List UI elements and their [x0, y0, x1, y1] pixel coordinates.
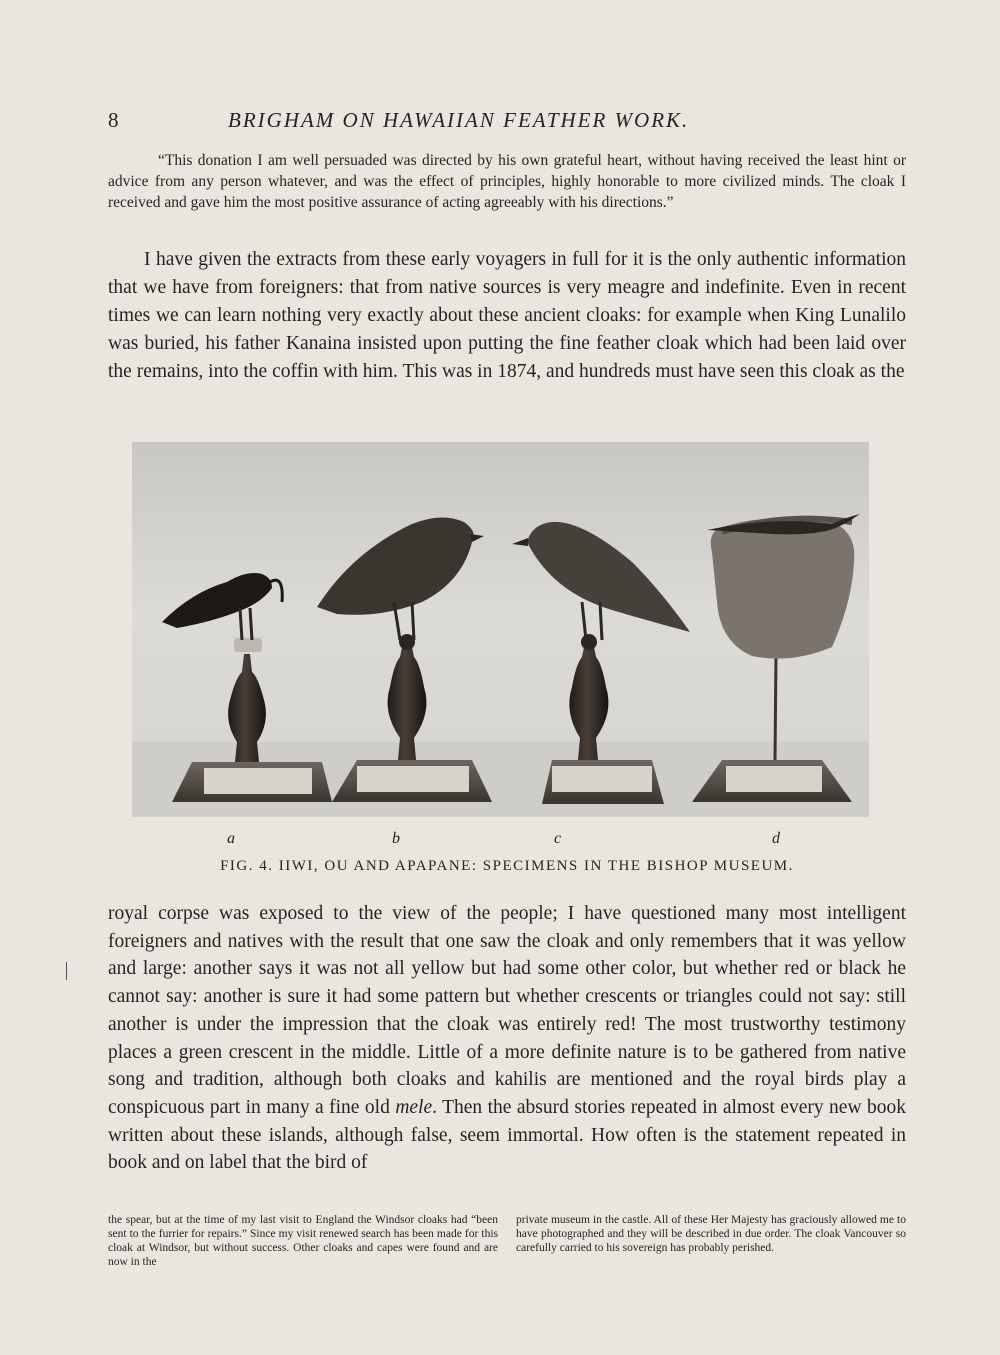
paragraph-top: [108, 246, 906, 386]
figure-letter-c: c: [554, 830, 562, 847]
quote-text: “This donation I am well persuaded was directed by his own grateful heart, without having received the least hint or advice from any person whatever, and was the effect of principles, highly honorable to more civilized minds. The cloak I received and gave him the most positive assurance of acting agreeably with his directions.”: [108, 152, 906, 211]
paragraph-bottom-part1: royal corpse was exposed to the view of the people; I have questioned many most intelligent foreigners and natives with the result that one saw the cloak and only remembers that it was yellow and large: another says it was not all yellow but had some other color, but whether red or black he cannot say: another is sure it had some pattern but whether crescents or triangles could not say: still another is under the impression that the cloak was entirely red! The most trustworthy testimony places a green crescent in the middle. Little of a more definite nature is to be gathered from native song and tradition, although both cloaks and kahilis are mentioned and the royal birds play a conspicuous part in many a fine old: [108, 903, 906, 1118]
page-number: 8: [108, 108, 119, 132]
figure-photo: [132, 442, 869, 817]
figure-caption: FIG. 4. IIWI, OU AND APAPANE: SPECIMENS IN THE BISHOP MUSEUM.: [220, 858, 794, 874]
paragraph-bottom: [108, 900, 906, 1177]
figure-letter-labels: [132, 830, 869, 852]
paragraph-top-text: I have given the extracts from these early voyagers in full for it is the only authentic information that we have from foreigners: that from native sources is very meagre and indefinite. Even in recent times we can learn nothing very exactly about these ancient cloaks: for example when King Lunalilo was buried, his father Kanaina insisted upon putting the fine feather cloak which had been laid over the remains, into the coffin with him. This was in 1874, and hundreds must have seen this cloak as the: [108, 249, 906, 382]
paragraph-bottom-text: [108, 900, 906, 1177]
margin-mark: [66, 962, 67, 980]
page-header: [108, 108, 908, 138]
running-title: BRIGHAM ON HAWAIIAN FEATHER WORK.: [228, 108, 690, 132]
paragraph-bottom-part2: . Then the absurd stories repeated in almost every new book written about these islands, although false, seem immortal. How often is the statement repeated in book and on label that the bird of: [108, 1096, 906, 1174]
bird-specimens-photo: [132, 442, 869, 817]
quotation-block: [108, 150, 906, 213]
footnote-left-column: the spear, but at the time of my last visit to England the Windsor cloaks had “been sent to the furrier for repairs.” Since my visit renewed search has been made for this cloak at Windsor, but without success. Other cloaks and capes were found and are now in the: [108, 1214, 498, 1268]
italic-word-mele: mele: [395, 1096, 433, 1118]
figure-letter-b: b: [392, 830, 400, 847]
figure-letter-a: a: [227, 830, 235, 847]
figure-letter-d: d: [772, 830, 780, 847]
footnote-right-column: private museum in the castle. All of these Her Majesty has graciously allowed me to have photographed and they will be described in due order. The cloak Vancouver so carefully carried to his sovereign has probably perished.: [516, 1214, 906, 1254]
